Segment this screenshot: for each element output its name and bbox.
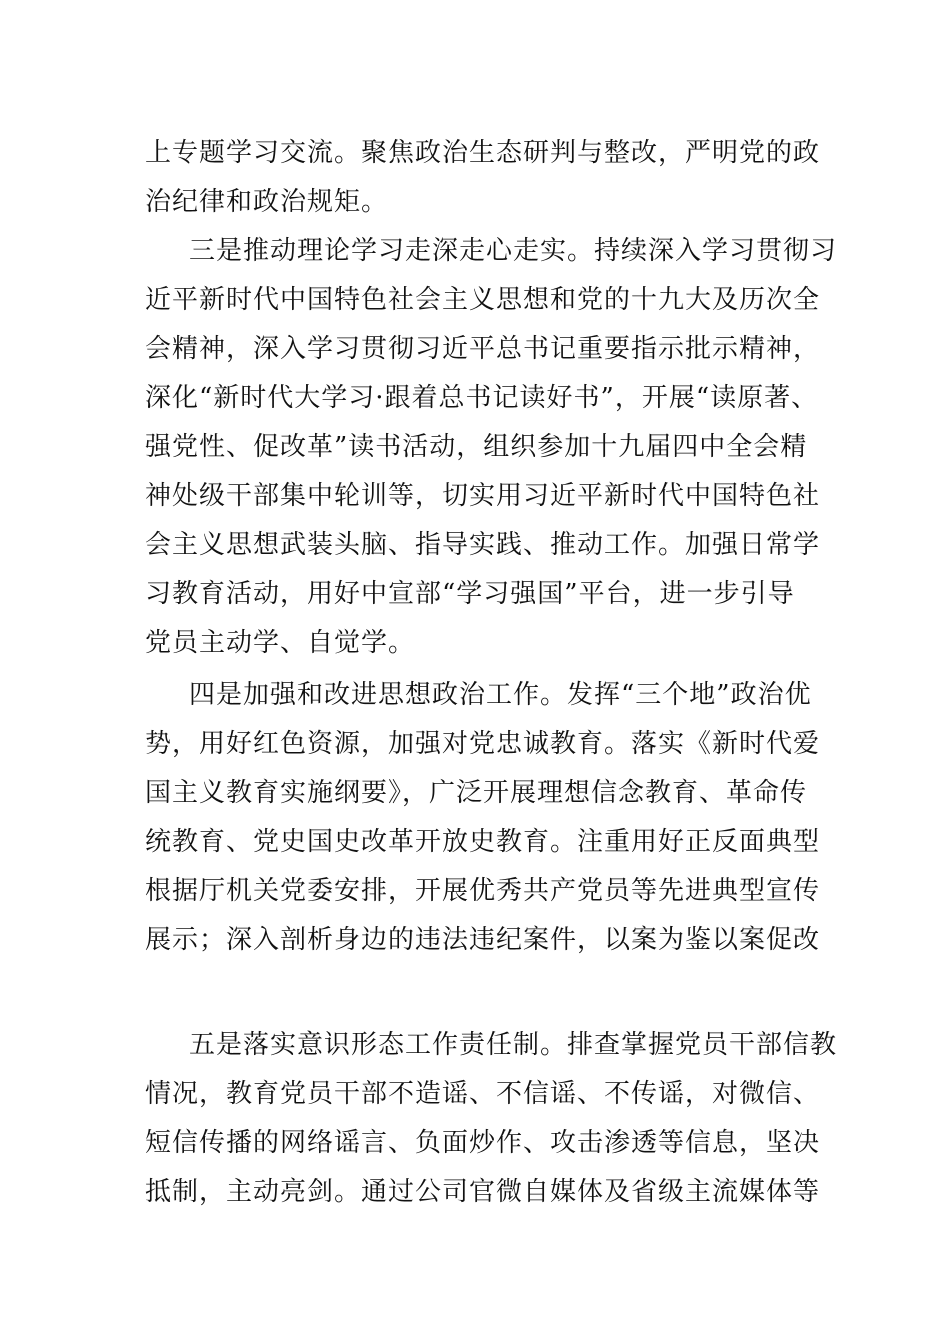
paragraph-2-line-5: 强党性、促改革”读书活动，组织参加十九届四中全会精 [145,432,808,462]
paragraph-2-line-6: 神处级干部集中轮训等，切实用习近平新时代中国特色社 [145,481,821,511]
paragraph-3-line-6: 展示；深入剖析身边的违法违纪案件，以案为鉴以案促改 [145,925,821,955]
paragraph-2-line-1: 三是推动理论学习走深走心走实。持续深入学习贯彻习 [189,236,838,266]
paragraph-2-line-7: 会主义思想武装头脑、指导实践、推动工作。加强日常学 [145,530,821,560]
paragraph-2-line-2: 近平新时代中国特色社会主义思想和党的十九大及历次全 [145,285,821,315]
paragraph-3-line-4: 统教育、党史国史改革开放史教育。注重用好正反面典型 [145,827,821,857]
paragraph-3-line-3: 国主义教育实施纲要》，广泛开展理想信念教育、革命传 [145,778,808,808]
paragraph-3-line-1: 四是加强和改进思想政治工作。发挥“三个地”政治优 [189,680,812,710]
paragraph-2-line-9: 党员主动学、自觉学。 [145,628,416,658]
paragraph-4-line-4: 抵制，主动亮剑。通过公司官微自媒体及省级主流媒体等 [145,1177,821,1207]
paragraph-4-line-2: 情况，教育党员干部不造谣、不信谣、不传谣，对微信、 [145,1079,821,1109]
paragraph-4-line-1: 五是落实意识形态工作责任制。排查掌握党员干部信教 [189,1030,838,1060]
paragraph-2-line-3: 会精神，深入学习贯彻习近平总书记重要指示批示精神， [145,334,821,364]
paragraph-2-line-4: 深化“新时代大学习·跟着总书记读好书”，开展“读原著、 [145,383,819,413]
paragraph-1-line-2: 治纪律和政治规矩。 [145,187,389,217]
paragraph-3-line-5: 根据厅机关党委安排，开展优秀共产党员等先进典型宣传 [145,876,821,906]
paragraph-1-line-1: 上专题学习交流。聚焦政治生态研判与整改，严明党的政 [145,138,821,168]
paragraph-3-line-2: 势，用好红色资源，加强对党忠诚教育。落实《新时代爱 [145,729,821,759]
paragraph-4-line-3: 短信传播的网络谣言、负面炒作、攻击渗透等信息，坚决 [145,1128,821,1158]
paragraph-2-line-8: 习教育活动，用好中宣部“学习强国”平台，进一步引导 [145,579,795,609]
